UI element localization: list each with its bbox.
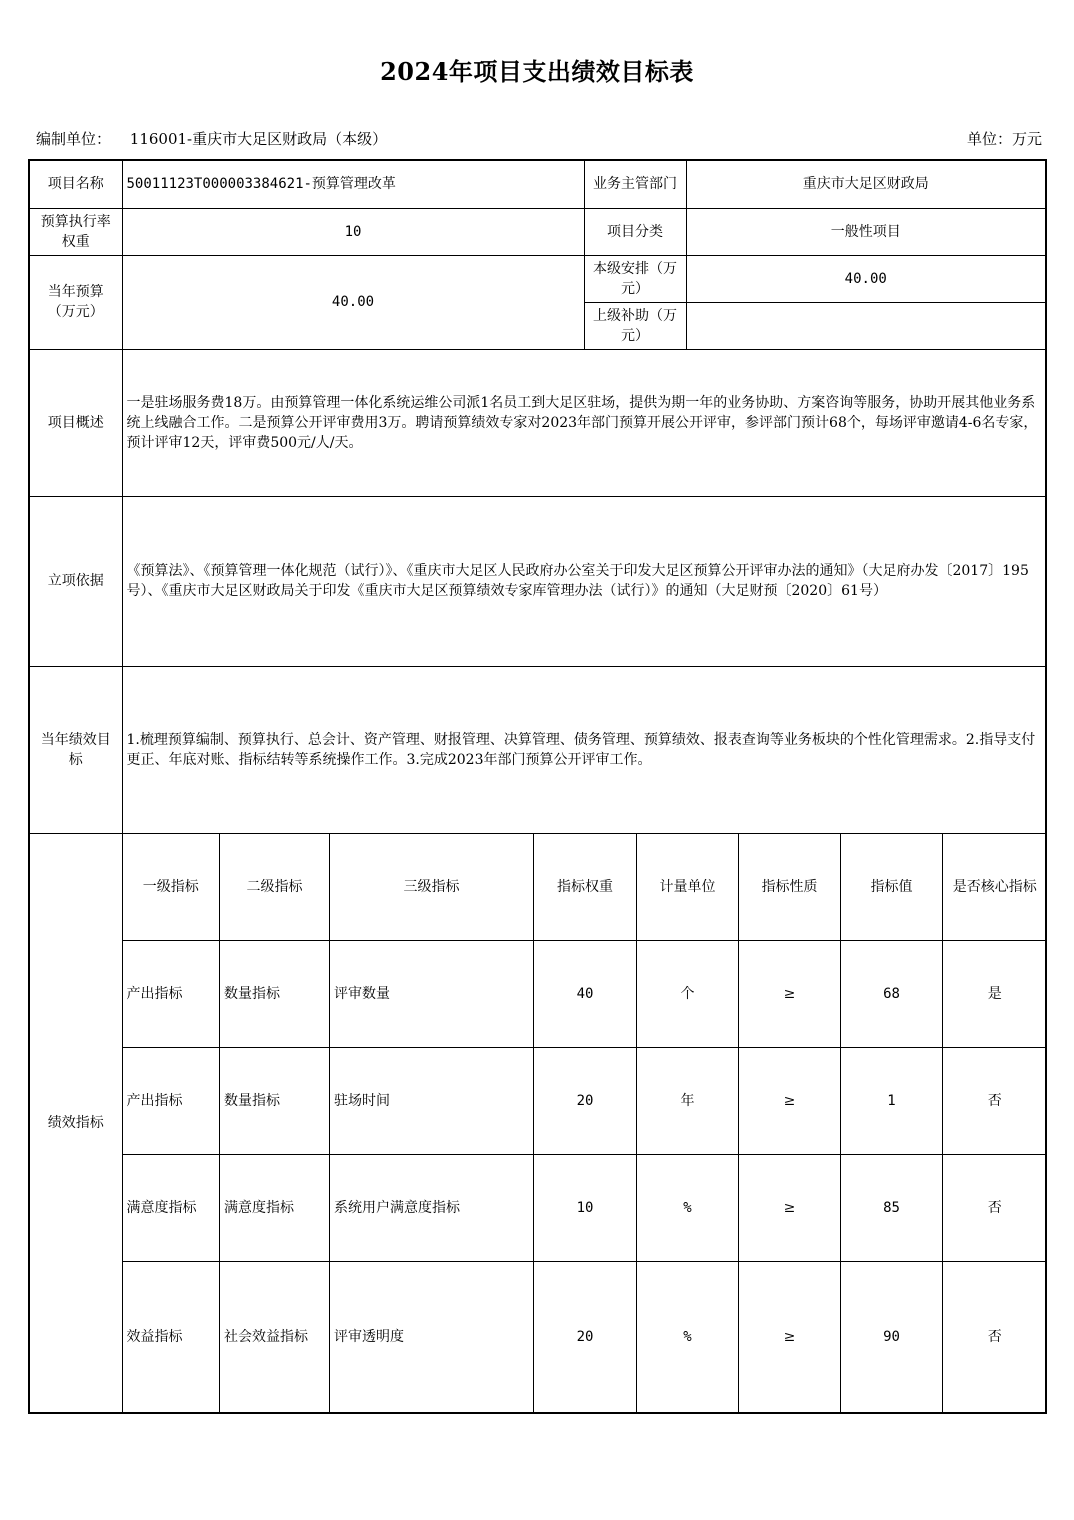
local-label: 本级安排（万元） — [584, 255, 686, 302]
indicators-header-row — [123, 834, 1047, 941]
local-value: 40.00 — [686, 255, 1046, 302]
weight-cell: 20 — [534, 1048, 637, 1155]
value-cell: 90 — [841, 1262, 943, 1412]
exec-weight-value: 10 — [122, 208, 584, 255]
core-cell: 否 — [943, 1262, 1047, 1412]
level3-cell: 评审透明度 — [330, 1262, 534, 1412]
indicators-table — [123, 834, 1047, 1412]
header-cell: 二级指标 — [220, 834, 330, 941]
nature-cell: ≥ — [739, 1155, 841, 1262]
core-cell: 否 — [943, 1155, 1047, 1262]
weight-cell: 40 — [534, 941, 637, 1048]
header-cell: 指标权重 — [534, 834, 637, 941]
level1-cell: 产出指标 — [123, 941, 220, 1048]
dept-value: 重庆市大足区财政局 — [686, 160, 1046, 208]
header-cell: 指标值 — [841, 834, 943, 941]
overview-text: 一是驻场服务费18万。由预算管理一体化系统运维公司派1名员工到大足区驻场，提供为期一年的业务协助、方案咨询等服务，协助开展其他业务系统上线融合工作。二是预算公开评审费用3万。聘请预算绩效专家对2023年部门预算开展公开评审，参评部门预计68个，每场评审邀请4-6名专家，预计评审12天，评审费500元/人/天。 — [122, 349, 1046, 496]
indicators-label: 绩效指标 — [29, 833, 122, 1413]
header-cell: 计量单位 — [637, 834, 739, 941]
page-title: 2024年项目支出绩效目标表 — [380, 57, 694, 86]
level3-cell: 评审数量 — [330, 941, 534, 1048]
unit-cell: % — [637, 1262, 739, 1412]
weight-cell: 20 — [534, 1262, 637, 1412]
overview-label: 项目概述 — [29, 349, 122, 496]
table-row — [123, 1048, 1047, 1155]
project-name-value: 50011123T000003384621-预算管理改革 — [122, 160, 584, 208]
level2-cell: 数量指标 — [220, 941, 330, 1048]
value-cell: 1 — [841, 1048, 943, 1155]
core-cell: 否 — [943, 1048, 1047, 1155]
category-value: 一般性项目 — [686, 208, 1046, 255]
value-cell: 85 — [841, 1155, 943, 1262]
goal-text: 1.梳理预算编制、预算执行、总会计、资产管理、财报管理、决算管理、债务管理、预算绩效、报表查询等业务板块的个性化管理需求。2.指导支付更正、年底对账、指标结转等系统操作工作。3.完成2023年部门预算公开评审工作。 — [122, 666, 1046, 833]
header-cell: 是否核心指标 — [943, 834, 1047, 941]
level1-cell: 满意度指标 — [123, 1155, 220, 1262]
level3-cell: 系统用户满意度指标 — [330, 1155, 534, 1262]
level2-cell: 数量指标 — [220, 1048, 330, 1155]
project-name-label: 项目名称 — [29, 160, 122, 208]
level3-cell: 驻场时间 — [330, 1048, 534, 1155]
goal-label: 当年绩效目标 — [29, 666, 122, 833]
exec-weight-label: 预算执行率权重 — [29, 208, 122, 255]
budget-label: 当年预算（万元） — [29, 255, 122, 349]
upper-label: 上级补助（万元） — [584, 302, 686, 349]
upper-value — [686, 302, 1046, 349]
table-row — [123, 1262, 1047, 1412]
nature-cell: ≥ — [739, 1048, 841, 1155]
nature-cell: ≥ — [739, 941, 841, 1048]
currency-unit: 单位：万元 — [966, 130, 1042, 148]
dept-label: 业务主管部门 — [584, 160, 686, 208]
basis-label: 立项依据 — [29, 496, 122, 666]
basis-text: 《预算法》、《预算管理一体化规范（试行）》、《重庆市大足区人民政府办公室关于印发大足区预算公开评审办法的通知》（大足府办发〔2017〕195号）、《重庆市大足区财政局关于印发《重庆市大足区预算绩效专家库管理办法（试行）》的通知（大足财预〔2020〕61号） — [122, 496, 1046, 666]
unit-cell: 个 — [637, 941, 739, 1048]
compiling-unit-label: 编制单位： — [36, 130, 112, 148]
header-cell: 指标性质 — [739, 834, 841, 941]
budget-value: 40.00 — [122, 255, 584, 349]
unit-cell: 年 — [637, 1048, 739, 1155]
table-row — [123, 1155, 1047, 1262]
header-cell: 三级指标 — [330, 834, 534, 941]
header-cell: 一级指标 — [123, 834, 220, 941]
level2-cell: 满意度指标 — [220, 1155, 330, 1262]
indicators-cell — [122, 833, 1046, 1413]
unit-cell: % — [637, 1155, 739, 1262]
compiling-unit-value: 116001-重庆市大足区财政局（本级） — [129, 130, 388, 148]
performance-table — [28, 159, 1047, 1414]
table-row — [123, 941, 1047, 1048]
level1-cell: 产出指标 — [123, 1048, 220, 1155]
value-cell: 68 — [841, 941, 943, 1048]
core-cell: 是 — [943, 941, 1047, 1048]
compiling-unit — [36, 128, 387, 149]
nature-cell: ≥ — [739, 1262, 841, 1412]
level2-cell: 社会效益指标 — [220, 1262, 330, 1412]
weight-cell: 10 — [534, 1155, 637, 1262]
category-label: 项目分类 — [584, 208, 686, 255]
level1-cell: 效益指标 — [123, 1262, 220, 1412]
